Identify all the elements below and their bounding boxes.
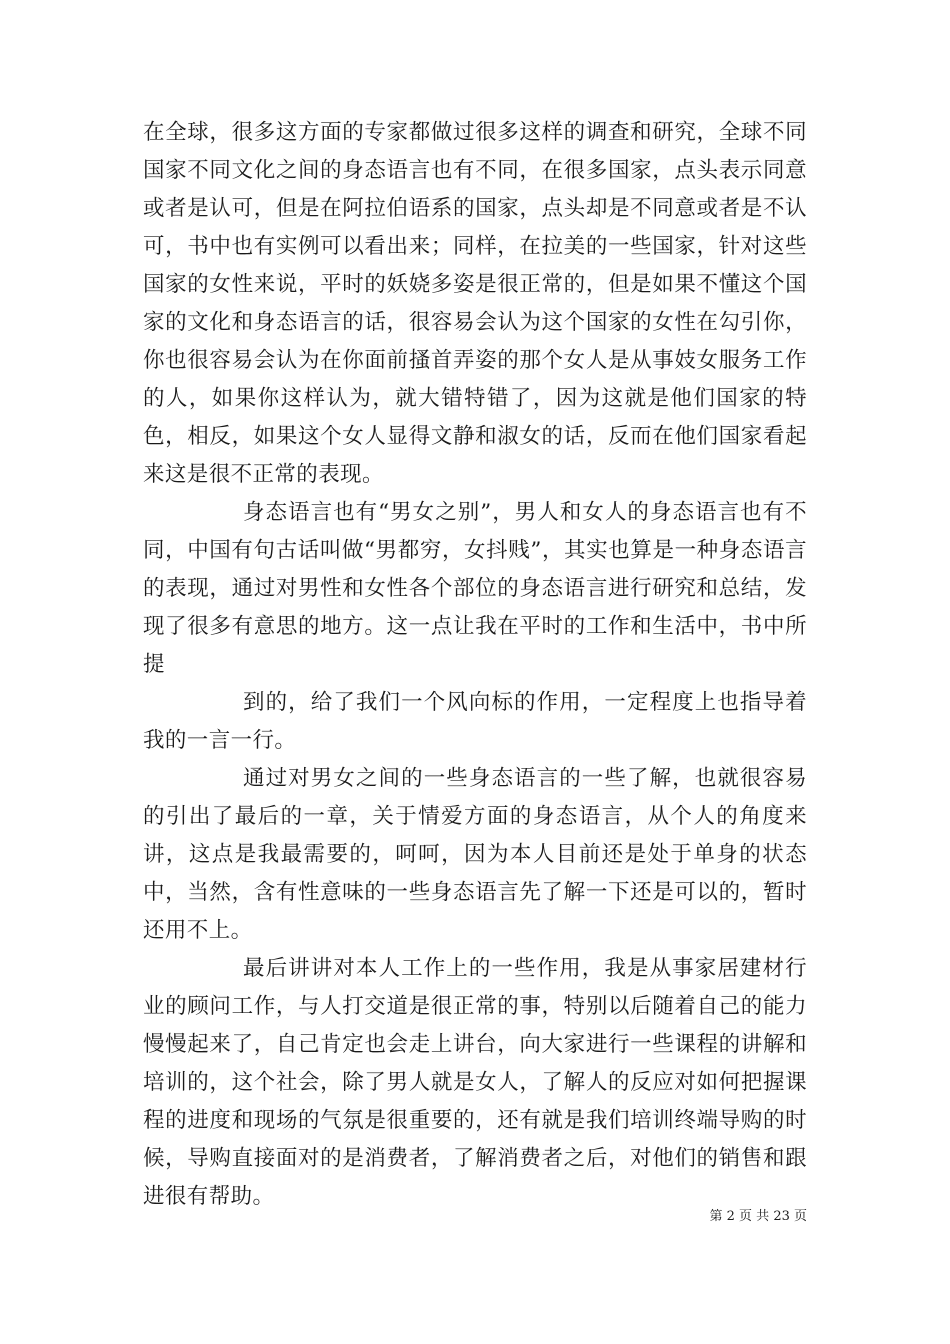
page-number-footer: 第 2 页 共 23 页 [709, 1209, 807, 1224]
paragraph-5: 最后讲讲对本人工作上的一些作用，我是从事家居建材行业的顾问工作，与人打交道是很正常的事，特别以后随着自己的能力慢慢起来了，自己肯定也会走上讲台，向大家进行一些课程的讲解和培训的，这个社会，除了男人就是女人，了解人的反应对如何把握课程的进度和现场的气氛是很重要的，还有就是我们培训终端导购的时候，导购直接面对的是消费者，了解消费者之后，对他们的销售和跟进很有帮助。 [143, 956, 807, 1209]
document-body [143, 114, 807, 1216]
paragraph-2: 身态语言也有“男女之别”，男人和女人的身态语言也有不同，中国有句古话叫做“男都穷，女抖贱”，其实也算是一种身态语言的表现，通过对男性和女性各个部位的身态语言进行研究和总结，发现了很多有意思的地方。这一点让我在平时的工作和生活中，书中所提 [143, 500, 807, 677]
paragraph-1: 在全球，很多这方面的专家都做过很多这样的调查和研究，全球不同国家不同文化之间的身态语言也有不同，在很多国家，点头表示同意或者是认可，但是在阿拉伯语系的国家，点头却是不同意或者是不认可，书中也有实例可以看出来；同样，在拉美的一些国家，针对这些国家的女性来说，平时的妖娆多姿是很正常的，但是如果不懂这个国家的文化和身态语言的话，很容易会认为这个国家的女性在勾引你，你也很容易会认为在你面前搔首弄姿的那个女人是从事妓女服务工作的人，如果你这样认为，就大错特错了，因为这就是他们国家的特色，相反，如果这个女人显得文静和淑女的话，反而在他们国家看起来这是很不正常的表现。 [143, 120, 807, 487]
paragraph-3: 到的，给了我们一个风向标的作用，一定程度上也指导着我的一言一行。 [143, 690, 807, 753]
paragraph-4: 通过对男女之间的一些身态语言的一些了解，也就很容易的引出了最后的一章，关于情爱方面的身态语言，从个人的角度来讲，这点是我最需要的，呵呵，因为本人目前还是处于单身的状态中，当然，含有性意味的一些身态语言先了解一下还是可以的，暂时还用不上。 [143, 766, 807, 943]
